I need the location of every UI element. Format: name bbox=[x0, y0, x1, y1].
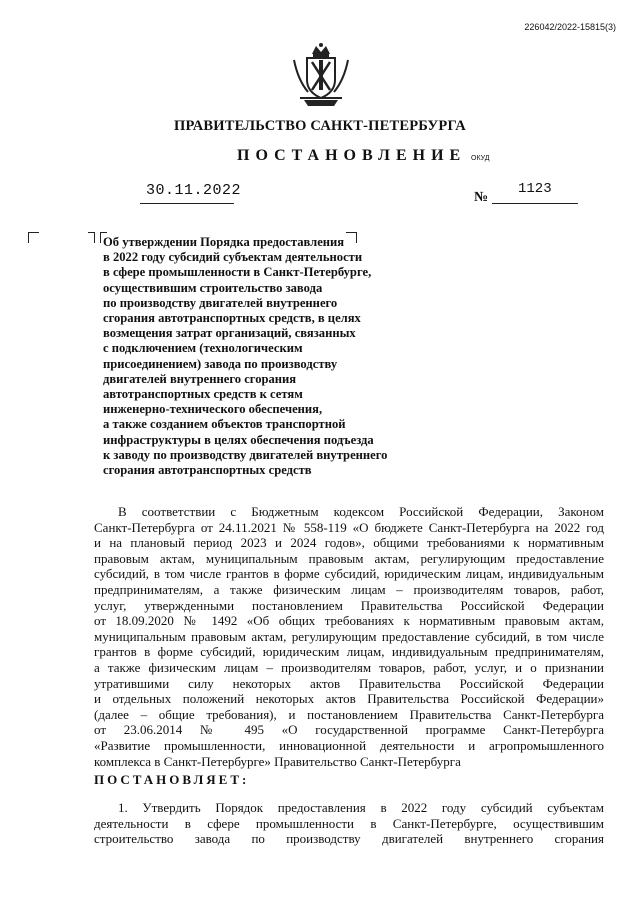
body-line: правовым актам, муниципальным правовым актам, регулирующим предоставление bbox=[94, 550, 604, 566]
body-line: комплекса в Санкт-Петербурге» Правительство Санкт-Петербурга bbox=[94, 753, 461, 769]
resolves-heading: ПОСТАНОВЛЯЕТ: bbox=[94, 772, 250, 787]
date-underline bbox=[140, 203, 234, 204]
subject-line: в сфере промышленности в Санкт-Петербурге, bbox=[103, 265, 372, 280]
subject-line: автотранспортных средств к сетям bbox=[103, 387, 303, 402]
body-line: предпринимателям, а также физическим лицам – производителям товаров, работ, bbox=[94, 581, 604, 597]
body-line: муниципальным правовым актам, регулирующим предоставление субсидий, в том числе bbox=[94, 628, 604, 644]
spb-coat-of-arms-icon bbox=[290, 40, 352, 108]
subject-line: с подключением (технологическим bbox=[103, 341, 303, 356]
subject-line: а также созданием объектов транспортной bbox=[103, 417, 346, 432]
body-line: деятельности в сфере промышленности в Санкт-Петербурге, осуществившим bbox=[94, 815, 604, 831]
corner-mark bbox=[28, 232, 39, 243]
subject-line: по производству двигателей внутреннего bbox=[103, 295, 338, 310]
body-line: грантов в форме субсидий, юридическим лицам, индивидуальным предпринимателям, bbox=[94, 644, 604, 660]
subject-line: присоединением) завода по производству bbox=[103, 356, 338, 371]
body-line: (далее – общие требования), и постановлением Правительства Санкт-Петербурга bbox=[94, 706, 604, 722]
subject-line: сгорания автотранспортных средств bbox=[103, 463, 312, 478]
document-code: 226042/2022-15815(3) bbox=[524, 22, 616, 32]
subject-line: Об утверждении Порядка предоставления bbox=[103, 235, 345, 249]
subject-line: инфраструктуры в целях обеспечения подъезда bbox=[103, 432, 374, 447]
body-line: от 23.06.2014 № 495 «О государственной программе Санкт-Петербурга bbox=[94, 722, 604, 738]
item-1-paragraph bbox=[94, 800, 604, 847]
subject-line: сгорания автотранспортных средств, в целях bbox=[103, 311, 361, 326]
body-line: а также физическим лицам – производителям товаров, работ, услуг, и о признании bbox=[94, 659, 604, 675]
body-line: 1. Утвердить Порядок предоставления в 2022 году субсидий субъектам bbox=[118, 800, 604, 815]
body-line: утратившими силу некоторых актов Правительства Российской Федерации bbox=[94, 675, 604, 691]
okud-label: ОКУД bbox=[471, 155, 490, 162]
document-subject bbox=[103, 235, 423, 478]
body-line: субсидий, в том числе грантов в форме субсидий, юридическим лицам, индивидуальным bbox=[94, 566, 604, 582]
subject-line: в 2022 году субсидий субъектам деятельности bbox=[103, 250, 363, 265]
number-sign: № bbox=[474, 190, 489, 205]
subject-line: возмещения затрат организаций, связанных bbox=[103, 326, 356, 341]
preamble-paragraph bbox=[94, 504, 604, 769]
subject-line: к заводу по производству двигателей внутреннего bbox=[103, 447, 388, 462]
body-line: и на плановый период 2023 и 2024 годов», общими требованиями к нормативным bbox=[94, 535, 604, 551]
document-type: ПОСТАНОВЛЕНИЕ bbox=[237, 147, 467, 164]
body-line: услуг, утвержденными постановлением Правительства Российской Федерации bbox=[94, 597, 604, 613]
body-line: Санкт-Петербурга от 24.11.2021 № 558-119 «О бюджете Санкт-Петербурга на 2022 год bbox=[94, 519, 604, 535]
government-title: ПРАВИТЕЛЬСТВО САНКТ-ПЕТЕРБУРГА bbox=[174, 118, 466, 134]
body-line: и отдельных положений некоторых актов Правительства Российской Федерации» bbox=[94, 691, 604, 707]
subject-line: инженерно-технического обеспечения, bbox=[103, 402, 323, 417]
number-underline bbox=[492, 203, 578, 204]
body-line: В соответствии с Бюджетным кодексом Российской Федерации, Законом bbox=[118, 504, 604, 519]
body-line: «Развитие промышленности, инновационной деятельности и агропромышленного bbox=[94, 737, 604, 753]
corner-mark bbox=[88, 232, 95, 243]
subject-line: осуществившим строительство завода bbox=[103, 280, 323, 295]
document-date: 30.11.2022 bbox=[146, 182, 242, 199]
body-line: от 18.09.2020 № 1492 «Об общих требованиях к нормативным правовым актам, bbox=[94, 613, 604, 629]
body-line: строительство завода по производству двигателей внутреннего сгорания bbox=[94, 831, 604, 847]
document-number: 1123 bbox=[518, 181, 552, 197]
subject-line: двигателей внутреннего сгорания bbox=[103, 371, 297, 386]
